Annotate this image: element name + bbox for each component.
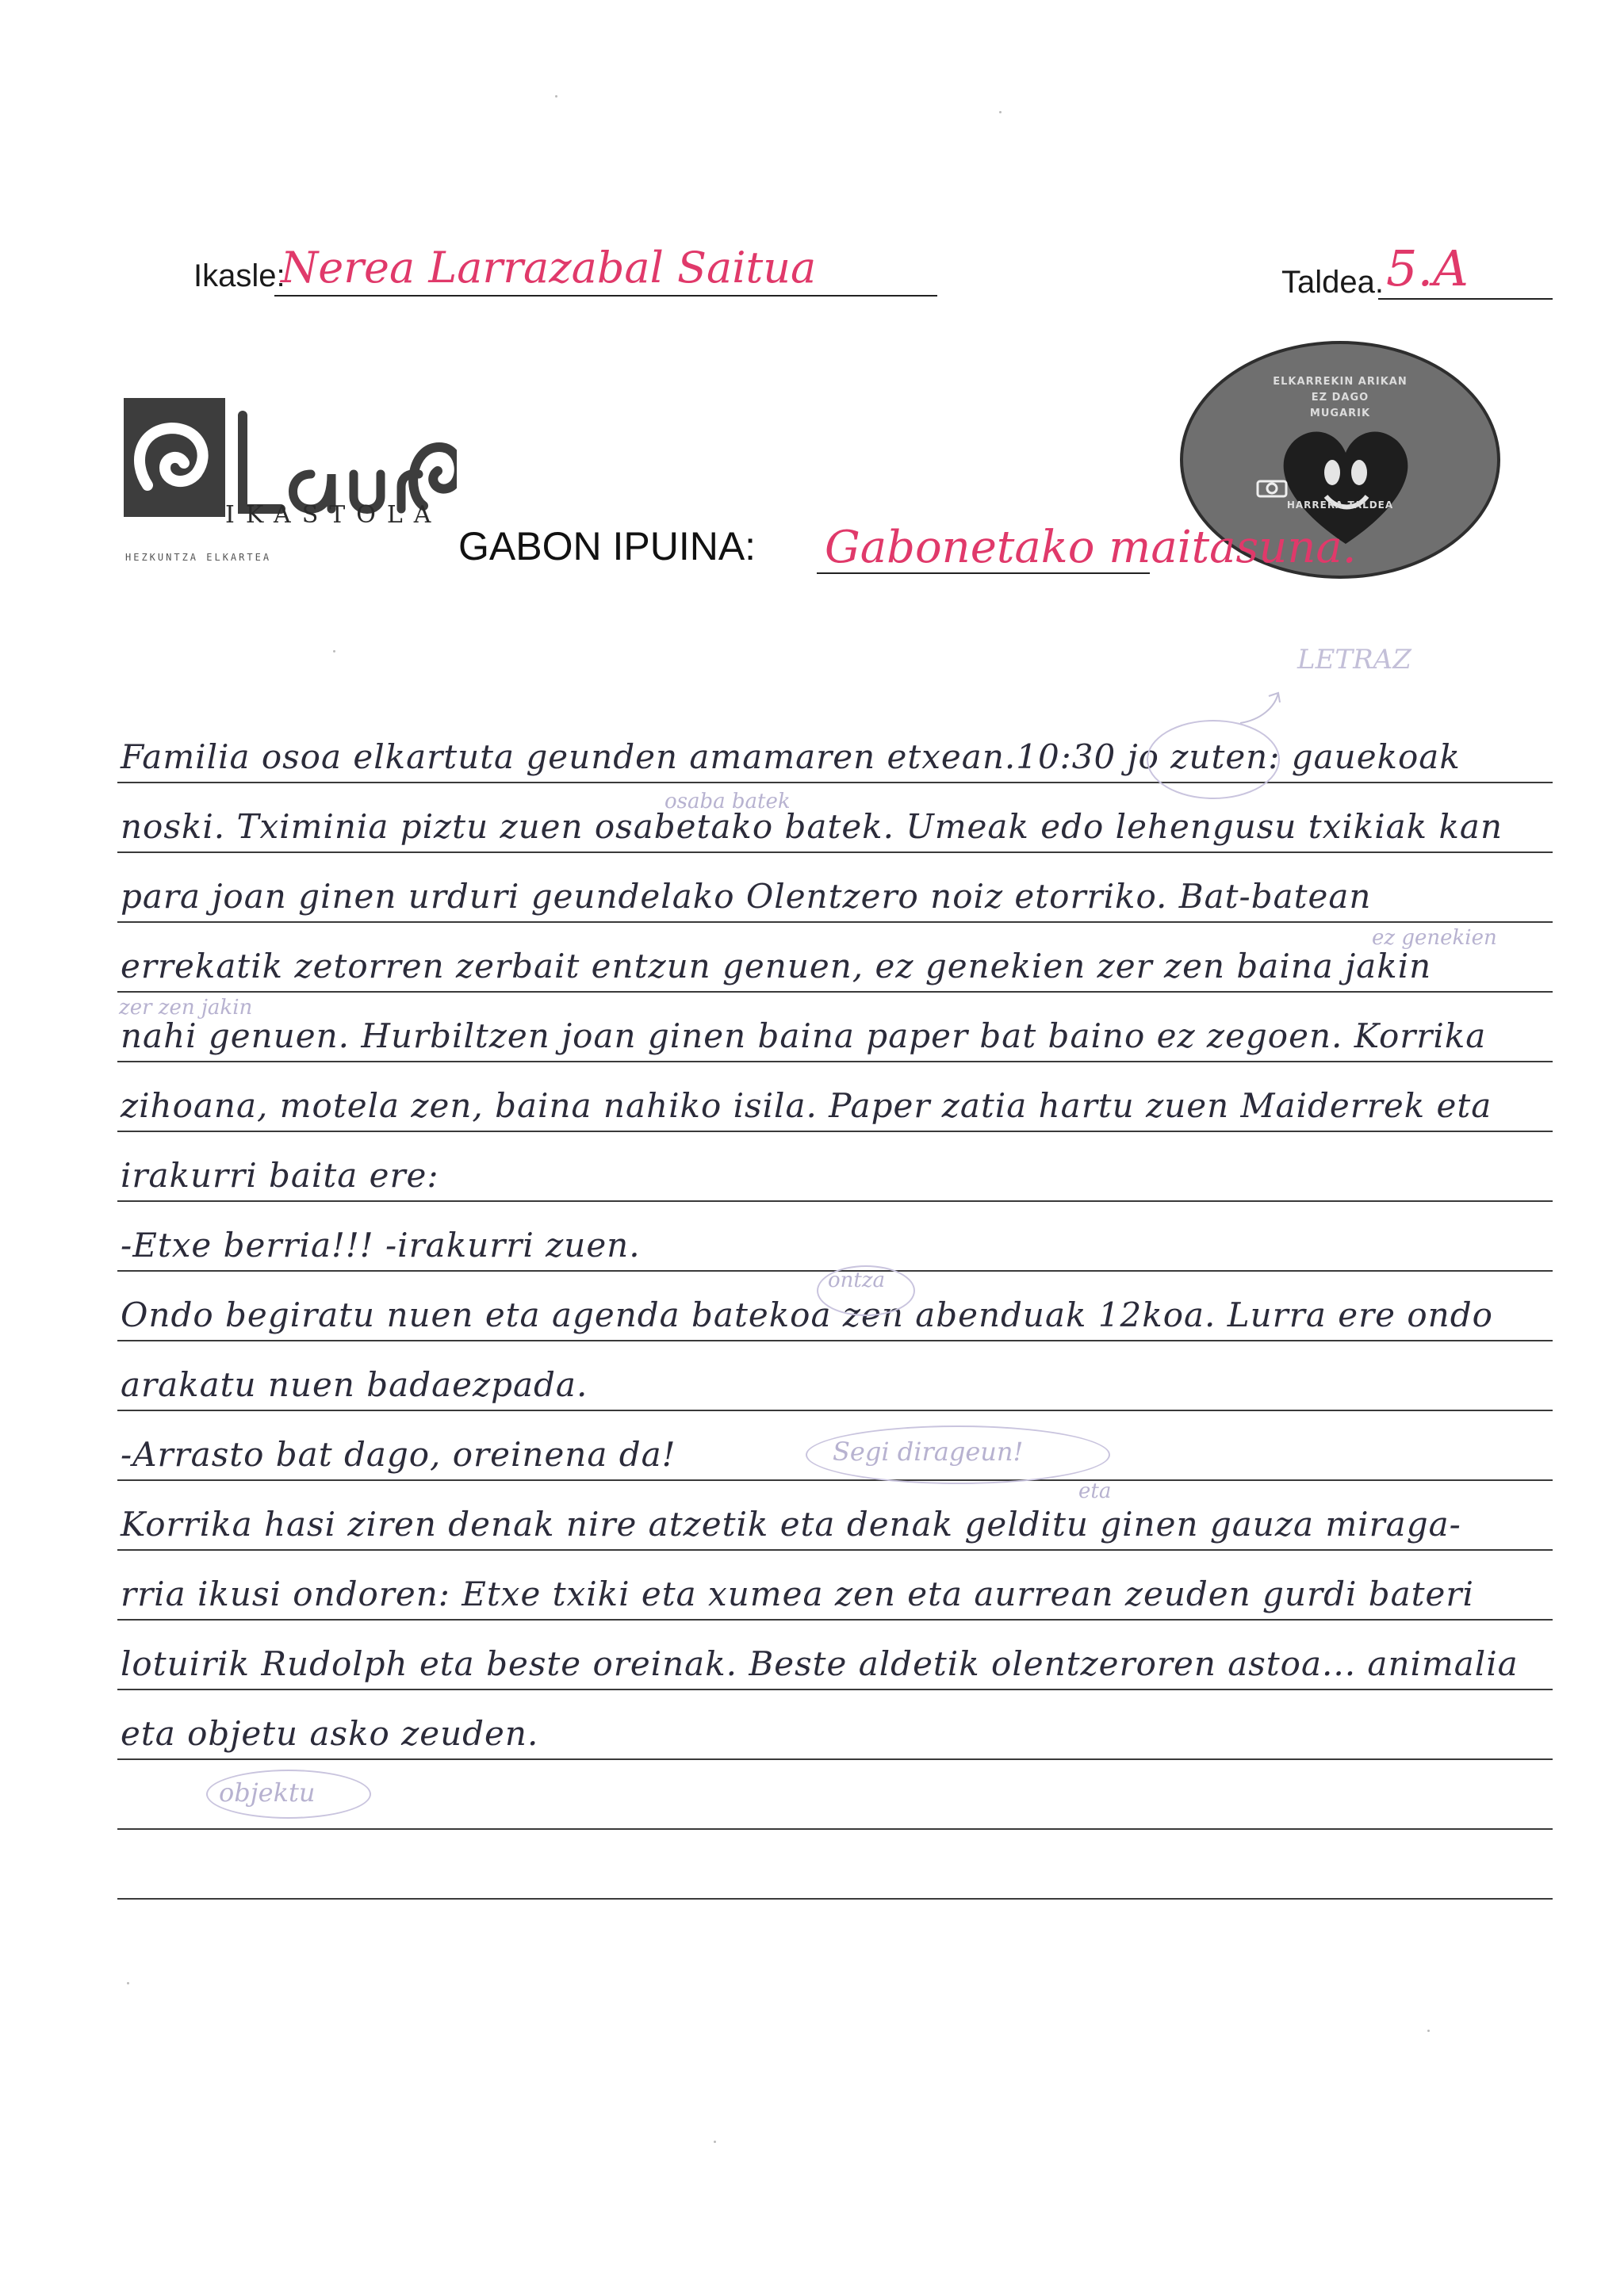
story-line-15: eta objetu asko zeuden. bbox=[121, 1714, 539, 1753]
story-line-2: noski. Tximinia piztu zuen osabetako batek. Umeak edo lehengusu txikiak kan bbox=[121, 807, 1503, 846]
ruled-line bbox=[117, 1549, 1553, 1551]
logo-tagline: HEZKUNTZA ELKARTEA bbox=[125, 552, 272, 563]
note-gelditu: eta bbox=[1078, 1479, 1112, 1503]
ruled-line bbox=[117, 1758, 1553, 1760]
note-letraz: LETRAZ bbox=[1297, 644, 1411, 675]
page-title: GABON IPUINA: bbox=[458, 524, 756, 568]
badge-line2: EZ DAGO bbox=[1311, 392, 1369, 404]
ruled-line bbox=[117, 782, 1553, 783]
story-line-11: -Arrasto bat dago, oreinena da! bbox=[121, 1435, 676, 1474]
group-value: 5.A bbox=[1386, 239, 1469, 297]
story-line-14: lotuirik Rudolph eta beste oreinak. Beste aldetik olentzeroren astoa... animalia bbox=[121, 1644, 1519, 1683]
story-line-6: zihoana, motela zen, baina nahiko isila. Paper zatia hartu zuen Maiderrek eta bbox=[121, 1086, 1492, 1125]
note-sagi: Segi dirageun! bbox=[833, 1437, 1024, 1467]
story-line-3: para joan ginen urduri geundelako Olentzero noiz etorriko. Bat-batean bbox=[121, 877, 1372, 916]
ruled-line bbox=[117, 1131, 1553, 1132]
arrow-icon bbox=[1237, 688, 1285, 728]
note-objektu: objektu bbox=[219, 1777, 316, 1808]
story-line-12: Korrika hasi ziren denak nire atzetik eta denak gelditu ginen gauza miraga- bbox=[121, 1505, 1461, 1544]
badge-line3: MUGARIK bbox=[1309, 408, 1371, 419]
ruled-line bbox=[117, 1898, 1553, 1900]
story-line-8: -Etxe berria!!! -irakurri zuen. bbox=[121, 1226, 641, 1265]
ruled-line bbox=[117, 1479, 1553, 1481]
ruled-line bbox=[117, 1619, 1553, 1621]
note-ontza: ontza bbox=[828, 1269, 886, 1292]
note-jakin: ez genekien bbox=[1372, 926, 1497, 950]
note-osaba: osaba batek bbox=[665, 790, 791, 813]
badge-bottom: HARRERA TALDEA bbox=[1286, 499, 1394, 511]
story-title: Gabonetako maitasuna. bbox=[825, 522, 1357, 573]
logo-subtitle: IKASTOLA bbox=[225, 501, 442, 529]
ruled-line bbox=[117, 1689, 1553, 1690]
story-line-13: rria ikusi ondoren: Etxe txiki eta xumea zen eta aurrean zeuden gurdi bateri bbox=[121, 1575, 1474, 1613]
student-name-line bbox=[274, 295, 937, 297]
ruled-line bbox=[117, 1340, 1553, 1341]
ruled-line bbox=[117, 851, 1553, 853]
student-name: Nerea Larrazabal Saitua bbox=[281, 243, 817, 293]
story-line-9: Ondo begiratu nuen eta agenda batekoa zen abenduak 12koa. Lurra ere ondo bbox=[121, 1295, 1493, 1334]
group-line bbox=[1378, 298, 1553, 300]
story-line-5: nahi genuen. Hurbiltzen joan ginen baina paper bat baino ez zegoen. Korrika bbox=[121, 1016, 1487, 1055]
group-label: Taldea. bbox=[1281, 265, 1384, 300]
ruled-line bbox=[117, 991, 1553, 993]
ruled-line bbox=[117, 1061, 1553, 1062]
note-zer: zer zen jakin bbox=[119, 996, 253, 1020]
story-line-4: errekatik zetorren zerbait entzun genuen, ez genekien zer zen baina jakin bbox=[121, 947, 1432, 985]
student-label: Ikasle: bbox=[193, 258, 285, 293]
story-line-1: Familia osoa elkartuta geunden amamaren etxean.10:30 jo zuten: gauekoak bbox=[121, 737, 1461, 776]
camera-icon bbox=[1256, 477, 1288, 498]
lauro-logo bbox=[124, 398, 457, 557]
story-line-10: arakatu nuen badaezpada. bbox=[121, 1365, 588, 1404]
story-line-7: irakurri baita ere: bbox=[121, 1156, 439, 1195]
ruled-line bbox=[117, 1828, 1553, 1830]
badge-line1: ELKARREKIN ARIKAN bbox=[1273, 376, 1408, 388]
ruled-line bbox=[117, 1200, 1553, 1202]
ruled-line bbox=[117, 1410, 1553, 1411]
ruled-line bbox=[117, 921, 1553, 923]
time-circle bbox=[1147, 720, 1280, 799]
